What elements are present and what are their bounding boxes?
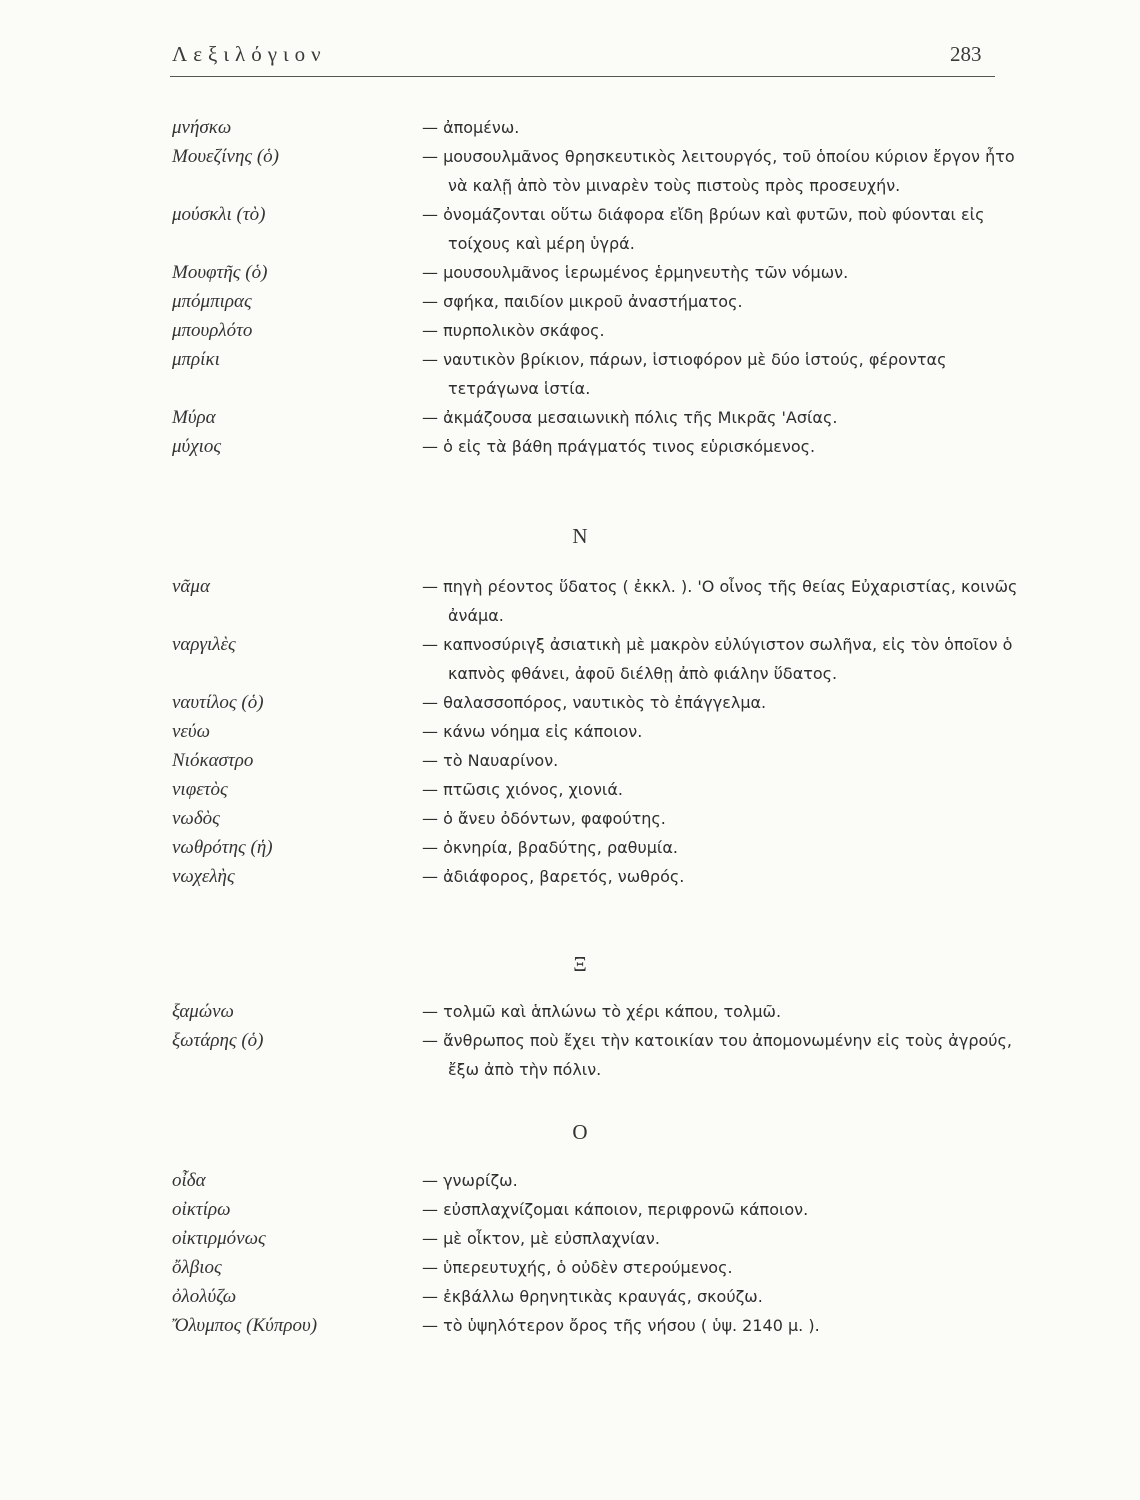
glossary-entry (0, 432, 1140, 461)
entry-term: μνήσκω (172, 117, 232, 138)
glossary-entry (0, 258, 1140, 287)
header-rule (170, 76, 995, 77)
entry-term: ξαμώνω (172, 1001, 234, 1022)
entry-definition: — ἐκβάλλω θρηνητικὰς κραυγάς, σκούζω. (422, 1287, 763, 1306)
entry-definition: — ναυτικὸν βρίκιον, πάρων, ἱστιοφόρον μὲ δύο ἱστούς, φέροντας τετράγωνα ἱστία. (422, 350, 947, 398)
entry-definition: — ὑπερευτυχής, ὁ οὐδὲν στερούμενος. (422, 1258, 733, 1277)
glossary-entry (0, 142, 1140, 200)
glossary-entry (0, 862, 1140, 891)
glossary-entry (0, 630, 1140, 688)
glossary-entry (0, 688, 1140, 717)
entry-definition: — σφήκα, παιδίον μικροῦ ἀναστήματος. (422, 292, 743, 311)
entry-term: νιφετὸς (172, 779, 228, 800)
glossary-section-o (0, 1166, 1140, 1340)
entry-definition: — πηγὴ ρέοντος ὕδατος ( ἐκκλ. ). 'Ο οἶνος τῆς θείας Εὐχαριστίας, κοινῶς ἀνάμα. (422, 577, 1018, 625)
letter-heading-o: Ο (572, 1120, 588, 1144)
entry-term: Ὄλυμπος (Κύπρου) (172, 1315, 318, 1336)
entry-term: Μουφτῆς (ὁ) (172, 262, 268, 283)
entry-term: νεύω (172, 721, 211, 742)
entry-definition: — ὁ εἰς τὰ βάθη πράγματός τινος εὑρισκόμενος. (422, 437, 816, 456)
glossary-section-x (0, 997, 1140, 1084)
glossary-entry (0, 833, 1140, 862)
glossary-entry (0, 345, 1140, 403)
glossary-entry (0, 997, 1140, 1026)
letter-heading-x: Ξ (573, 952, 587, 976)
entry-definition: — ὀκνηρία, βραδύτης, ραθυμία. (422, 838, 678, 857)
glossary-entry (0, 403, 1140, 432)
entry-definition: — μουσουλμᾶνος θρησκευτικὸς λειτουργός, τοῦ ὁποίου κύριον ἔργον ἦτο νὰ καλῇ ἀπὸ τὸν μιναρὲν τοὺς πιστοὺς πρὸς προσευχήν. (422, 147, 1015, 195)
entry-definition: — ὁ ἄνευ ὀδόντων, φαφούτης. (422, 809, 666, 828)
glossary-entry (0, 1253, 1140, 1282)
entry-definition: — γνωρίζω. (422, 1171, 518, 1190)
entry-definition: — ὀνομάζονται οὕτω διάφορα εἴδη βρύων καὶ φυτῶν, ποὺ φύονται εἰς τοίχους καὶ μέρη ὑγρά. (422, 205, 985, 253)
entry-definition: — πυρπολικὸν σκάφος. (422, 321, 605, 340)
entry-term: Μύρα (172, 407, 216, 428)
entry-definition: — ἀδιάφορος, βαρετός, νωθρός. (422, 867, 685, 886)
entry-definition: — μουσουλμᾶνος ἱερωμένος ἑρμηνευτὴς τῶν νόμων. (422, 263, 849, 282)
glossary-entry (0, 1195, 1140, 1224)
entry-term: νωδὸς (172, 808, 220, 829)
entry-definition: — ἀπομένω. (422, 118, 520, 137)
entry-definition: — τολμῶ καὶ ἁπλώνω τὸ χέρι κάπου, τολμῶ. (422, 1002, 782, 1021)
entry-term: μπόμπιρας (172, 291, 252, 312)
entry-term: Μουεζίνης (ὁ) (172, 146, 279, 167)
letter-heading-n: Ν (572, 524, 588, 548)
entry-definition: — τὸ ὑψηλότερον ὄρος τῆς νήσου ( ὑψ. 2140 μ. ). (422, 1316, 820, 1335)
entry-term: ναργιλὲς (172, 634, 236, 655)
glossary-entry (0, 775, 1140, 804)
glossary-entry (0, 113, 1140, 142)
glossary-entry (0, 1026, 1140, 1084)
entry-definition: — μὲ οἶκτον, μὲ εὐσπλαχνίαν. (422, 1229, 660, 1248)
entry-term: οἰκτιρμόνως (172, 1228, 266, 1249)
glossary-entry (0, 1166, 1140, 1195)
entry-term: Νιόκαστρο (172, 750, 254, 771)
entry-term: ξωτάρης (ὁ) (172, 1030, 264, 1051)
glossary-section-n (0, 572, 1140, 891)
glossary-entry (0, 572, 1140, 630)
entry-term: ὀλολύζω (172, 1286, 237, 1307)
glossary-entry (0, 287, 1140, 316)
entry-term: νωθρότης (ἡ) (172, 837, 273, 858)
entry-term: μούσκλι (τὸ) (172, 204, 266, 225)
entry-term: ναυτίλος (ὁ) (172, 692, 264, 713)
page-number: 283 (950, 42, 982, 66)
glossary-section-m (0, 113, 1140, 461)
entry-definition: — ἄνθρωπος ποὺ ἔχει τὴν κατοικίαν του ἀπομονωμένην εἰς τοὺς ἀγρούς, ἔξω ἀπὸ τὴν πόλιν. (422, 1031, 1012, 1079)
entry-term: μπρίκι (172, 349, 220, 370)
entry-term: μύχιος (172, 436, 222, 457)
entry-definition: — εὐσπλαχνίζομαι κάποιον, περιφρονῶ κάποιον. (422, 1200, 809, 1219)
entry-term: οἰκτίρω (172, 1199, 231, 1220)
glossary-entry (0, 1224, 1140, 1253)
glossary-entry (0, 804, 1140, 833)
glossary-entry (0, 1282, 1140, 1311)
entry-term: μπουρλότο (172, 320, 253, 341)
entry-definition: — κάνω νόημα εἰς κάποιον. (422, 722, 643, 741)
glossary-entry (0, 316, 1140, 345)
entry-term: νωχελὴς (172, 866, 235, 887)
glossary-entry (0, 746, 1140, 775)
entry-definition: — θαλασσοπόρος, ναυτικὸς τὸ ἐπάγγελμα. (422, 693, 767, 712)
entry-definition: — ἀκμάζουσα μεσαιωνικὴ πόλις τῆς Μικρᾶς 'Ασίας. (422, 408, 838, 427)
entry-term: οἶδα (172, 1170, 206, 1191)
entry-term: ὄλβιος (172, 1257, 222, 1278)
glossary-entry (0, 1311, 1140, 1340)
glossary-entry (0, 717, 1140, 746)
entry-definition: — πτῶσις χιόνος, χιονιά. (422, 780, 623, 799)
entry-definition: — τὸ Ναυαρίνον. (422, 751, 559, 770)
entry-term: νᾶμα (172, 576, 210, 597)
entry-definition: — καπνοσύριγξ ἀσιατικὴ μὲ μακρὸν εὐλύγιστον σωλῆνα, εἰς τὸν ὁποῖον ὁ καπνὸς φθάνει, ἀφοῦ διέλθῃ ἀπὸ φιάλην ὕδατος. (422, 635, 1013, 683)
glossary-entry (0, 200, 1140, 258)
running-title: Λεξιλόγιον (172, 42, 327, 66)
